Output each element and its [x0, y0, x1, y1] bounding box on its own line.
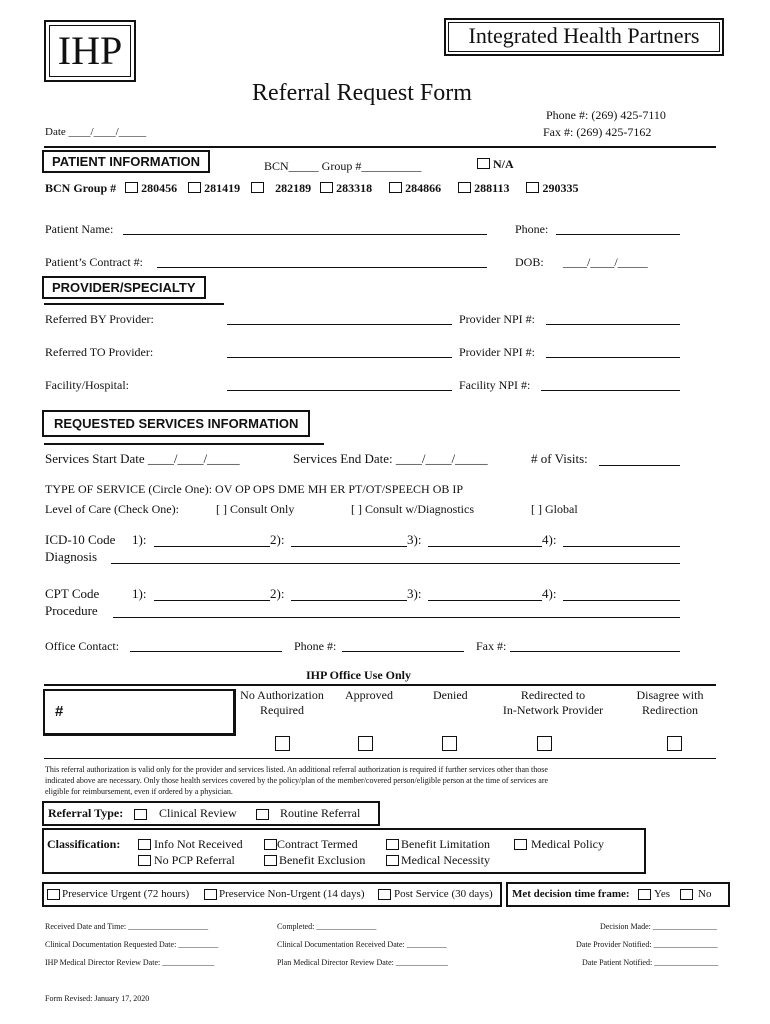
icd-label: ICD-10 Code: [45, 532, 116, 547]
redirected-checkbox[interactable]: [537, 736, 552, 751]
patient-name-label: Patient Name:: [45, 222, 114, 236]
timing-box: [42, 882, 502, 907]
no-pcp-label: No PCP Referral: [154, 853, 235, 867]
office-contact-line[interactable]: [130, 639, 282, 652]
na-option[interactable]: N/A: [474, 157, 514, 172]
benefit-exclusion-checkbox[interactable]: [264, 855, 277, 866]
met-yes-checkbox[interactable]: [638, 889, 651, 900]
col-no-auth: No Authorization Required: [240, 688, 324, 717]
icd-line-4[interactable]: [563, 532, 680, 547]
routine-referral-checkbox[interactable]: [256, 809, 269, 820]
referral-type-label: Referral Type:: [48, 806, 124, 820]
provider-npi-line-2[interactable]: [546, 345, 680, 358]
info-not-received-label: Info Not Received: [154, 837, 243, 851]
consult-only-option[interactable]: [ ] Consult Only: [216, 502, 295, 516]
medical-necessity-checkbox[interactable]: [386, 855, 399, 866]
office-use-title: IHP Office Use Only: [306, 668, 411, 682]
provider-npi-label-2: Provider NPI #:: [459, 345, 535, 359]
icd-n1: 1):: [132, 532, 147, 547]
col-approved: Approved: [345, 688, 393, 702]
org-name-box: [444, 18, 724, 56]
benefit-limitation-checkbox[interactable]: [386, 839, 399, 850]
facility-npi-label: Facility NPI #:: [459, 378, 531, 392]
decision-made-field[interactable]: Decision Made: ________________: [600, 922, 717, 931]
disclaimer-line-2: indicated above are necessary. Only those health services covered by the policy/plan of the member/covered person/eligible person at the time of services are: [45, 776, 549, 785]
procedure-line[interactable]: [113, 603, 680, 618]
org-fax: Fax #: (269) 425-7162: [543, 125, 652, 139]
contract-label: Patient’s Contract #:: [45, 255, 143, 269]
col-disagree: Disagree with Redirection: [636, 688, 704, 717]
office-fax-line[interactable]: [510, 639, 680, 652]
patient-phone-label: Phone:: [515, 222, 549, 236]
form-revised: Form Revised: January 17, 2020: [45, 994, 150, 1003]
hash-box[interactable]: [43, 689, 236, 736]
patient-phone-line[interactable]: [556, 222, 680, 235]
disclaimer-line-1: This referral authorization is valid only for the provider and services listed. An additional referral authorization is required if further services other than those: [45, 765, 548, 774]
disagree-checkbox[interactable]: [667, 736, 682, 751]
group-checkbox-280456[interactable]: [125, 182, 138, 193]
bcn-group-row: BCN Group # 280456 281419 282189 283318 284866 288113 290335: [45, 181, 579, 195]
cpt-n2: 2):: [270, 586, 285, 601]
org-phone: Phone #: (269) 425-7110: [546, 108, 666, 122]
icd-n3: 3):: [407, 532, 422, 547]
urgent-label: Preservice Urgent (72 hours): [62, 888, 190, 900]
no-auth-checkbox[interactable]: [275, 736, 290, 751]
disclaimer-line-3: eligible for reimbursement, even if ordered by a physician.: [45, 787, 233, 796]
diagnosis-label: Diagnosis: [45, 549, 97, 564]
medical-policy-checkbox[interactable]: [514, 839, 527, 850]
medical-necessity-label: Medical Necessity: [401, 853, 490, 867]
date-field[interactable]: Date ____/____/_____: [45, 126, 147, 138]
ihp-logo: [44, 20, 136, 82]
received-date-field[interactable]: Received Date and Time: ____________________: [45, 922, 209, 931]
patient-notified-field[interactable]: Date Patient Notified: ________________: [582, 958, 719, 967]
clin-doc-received-field[interactable]: Clinical Documentation Received Date: __________: [277, 940, 447, 949]
non-urgent-label: Preservice Non-Urgent (14 days): [219, 888, 365, 900]
facility-line[interactable]: [227, 378, 452, 391]
met-yes-label: Yes: [654, 888, 671, 900]
cpt-n4: 4):: [542, 586, 557, 601]
approved-checkbox[interactable]: [358, 736, 373, 751]
icd-line-1[interactable]: [154, 532, 270, 547]
contract-line[interactable]: [157, 255, 487, 268]
info-not-received-checkbox[interactable]: [138, 839, 151, 850]
services-start-date[interactable]: Services Start Date ____/____/_____: [45, 451, 240, 466]
icd-n2: 2):: [270, 532, 285, 547]
consult-diag-option[interactable]: [ ] Consult w/Diagnostics: [351, 502, 474, 516]
org-name: Integrated Health Partners: [468, 23, 700, 48]
facility-label: Facility/Hospital:: [45, 378, 129, 392]
post-service-label: Post Service (30 days): [394, 888, 493, 900]
cpt-line-1[interactable]: [154, 586, 270, 601]
diagnosis-line[interactable]: [111, 549, 680, 564]
routine-referral-label: Routine Referral: [280, 806, 361, 820]
denied-checkbox[interactable]: [442, 736, 457, 751]
icd-line-2[interactable]: [291, 532, 407, 547]
provider-notified-field[interactable]: Date Provider Notified: ________________: [576, 940, 718, 949]
referral-type-box: [42, 801, 380, 826]
referred-to-label: Referred TO Provider:: [45, 345, 154, 359]
met-no-checkbox[interactable]: [680, 889, 693, 900]
medical-policy-label: Medical Policy: [531, 837, 604, 851]
global-option[interactable]: [ ] Global: [531, 502, 578, 516]
classification-label: Classification:: [47, 837, 121, 851]
group-checkbox-281419[interactable]: [188, 182, 201, 193]
bcn-group-field[interactable]: BCN_____ Group #__________: [264, 159, 422, 173]
provider-npi-line-1[interactable]: [546, 312, 680, 325]
type-of-service[interactable]: TYPE OF SERVICE (Circle One): OV OP OPS DME MH ER PT/OT/SPEECH OB IP: [45, 482, 464, 496]
form-title: Referral Request Form: [252, 80, 472, 106]
contract-termed-label: Contract Termed: [277, 837, 358, 851]
urgent-checkbox[interactable]: [47, 889, 60, 900]
col-redirected: Redirected to In-Network Provider: [502, 688, 604, 717]
col-denied: Denied: [433, 688, 468, 702]
icd-line-3[interactable]: [428, 532, 542, 547]
provider-section-title: PROVIDER/SPECIALTY: [42, 276, 206, 299]
office-phone-label: Phone #:: [294, 639, 337, 653]
contract-termed-checkbox[interactable]: [264, 839, 277, 850]
cpt-n1: 1):: [132, 586, 147, 601]
services-end-date[interactable]: Services End Date: ____/____/_____: [293, 451, 488, 466]
group-checkbox-282189[interactable]: [251, 182, 264, 193]
ihp-review-field[interactable]: IHP Medical Director Review Date: _____________: [45, 958, 215, 967]
office-fax-label: Fax #:: [476, 639, 507, 653]
group-checkbox-288113[interactable]: [458, 182, 471, 193]
clinical-review-checkbox[interactable]: [134, 809, 147, 820]
group-checkbox-283318[interactable]: [320, 182, 333, 193]
non-urgent-checkbox[interactable]: [204, 889, 217, 900]
no-pcp-checkbox[interactable]: [138, 855, 151, 866]
facility-npi-line[interactable]: [541, 378, 680, 391]
level-of-care-label: Level of Care (Check One):: [45, 502, 179, 516]
group-checkbox-284866[interactable]: [389, 182, 402, 193]
services-section-title: REQUESTED SERVICES INFORMATION: [42, 410, 310, 437]
provider-npi-label-1: Provider NPI #:: [459, 312, 535, 326]
completed-field[interactable]: Completed: _______________: [277, 922, 377, 931]
cpt-n3: 3):: [407, 586, 422, 601]
post-service-checkbox[interactable]: [378, 889, 391, 900]
clinical-review-label: Clinical Review: [159, 806, 237, 820]
group-checkbox-290335[interactable]: [526, 182, 539, 193]
met-timeframe-label: Met decision time frame:: [512, 888, 630, 900]
classification-box: [42, 828, 646, 874]
procedure-label: Procedure: [45, 603, 98, 618]
cpt-line-4[interactable]: [563, 586, 680, 601]
referred-to-line[interactable]: [227, 345, 452, 358]
office-phone-line[interactable]: [342, 639, 464, 652]
dob-label: DOB:: [515, 255, 544, 269]
referred-by-line[interactable]: [227, 312, 452, 325]
office-contact-label: Office Contact:: [45, 639, 120, 653]
visits-line[interactable]: [599, 451, 680, 466]
plan-review-field[interactable]: Plan Medical Director Review Date: _____________: [277, 958, 448, 967]
patient-name-line[interactable]: [123, 222, 487, 235]
na-checkbox[interactable]: [477, 158, 490, 169]
dob-field[interactable]: ____/____/_____: [563, 255, 648, 269]
cpt-label: CPT Code: [45, 586, 100, 601]
met-no-label: No: [698, 888, 712, 900]
icd-n4: 4):: [542, 532, 557, 547]
visits-label: # of Visits:: [531, 451, 588, 466]
referred-by-label: Referred BY Provider:: [45, 312, 154, 326]
met-timeframe-box: [506, 882, 730, 907]
cpt-line-3[interactable]: [428, 586, 542, 601]
benefit-exclusion-label: Benefit Exclusion: [279, 853, 366, 867]
cpt-line-2[interactable]: [291, 586, 407, 601]
hash-label: #: [55, 703, 64, 720]
logo-text: IHP: [57, 28, 123, 73]
clin-doc-requested-field[interactable]: Clinical Documentation Requested Date: __________: [45, 940, 219, 949]
benefit-limitation-label: Benefit Limitation: [401, 837, 490, 851]
patient-section-title: PATIENT INFORMATION: [42, 150, 210, 173]
